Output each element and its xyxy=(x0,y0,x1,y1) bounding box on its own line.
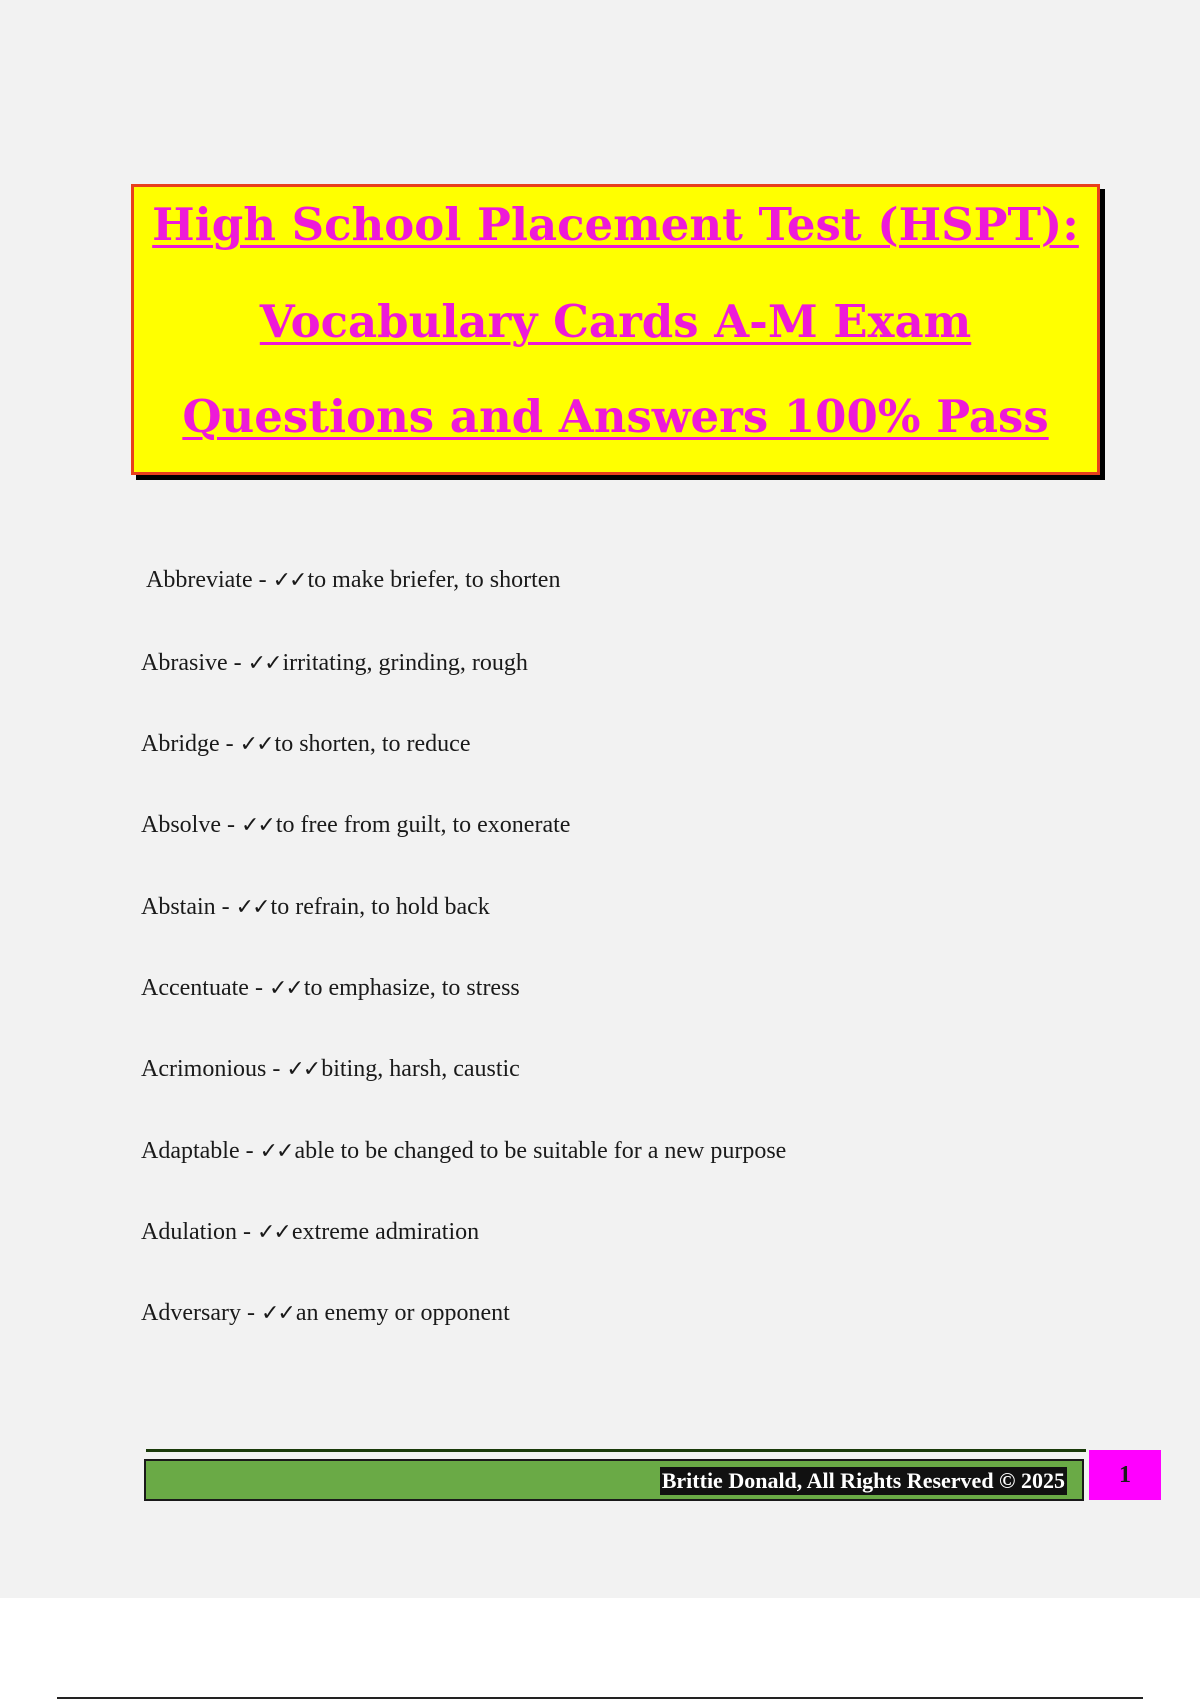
entry-separator: - xyxy=(215,894,236,920)
entry-term: Absolve xyxy=(141,812,221,838)
entry-separator: - xyxy=(248,975,269,1001)
vocabulary-entry xyxy=(141,1049,520,1089)
entry-separator: - xyxy=(239,1138,260,1164)
entry-term: Adversary xyxy=(141,1300,241,1326)
check-marks-icon: ✓✓ xyxy=(239,732,273,757)
check-marks-icon: ✓✓ xyxy=(268,976,302,1001)
entry-term: Abstain xyxy=(141,894,216,920)
entry-definition: extreme admiration xyxy=(291,1219,480,1245)
check-marks-icon: ✓✓ xyxy=(247,651,281,676)
entry-separator: - xyxy=(219,731,240,757)
title-line-1: High School Placement Test (HSPT): xyxy=(152,198,1079,251)
entry-definition: to emphasize, to stress xyxy=(303,975,520,1001)
entry-separator: - xyxy=(237,1219,257,1245)
title-line-2: Vocabulary Cards A-M Exam xyxy=(259,295,972,348)
entry-definition: to make briefer, to shorten xyxy=(307,567,561,593)
entry-separator: - xyxy=(252,567,273,593)
vocabulary-entry xyxy=(141,805,570,845)
entry-term: Abbreviate xyxy=(146,567,253,593)
vocabulary-entry xyxy=(141,1212,479,1252)
vocabulary-entry xyxy=(141,968,520,1008)
entry-definition: able to be changed to be suitable for a new purpose xyxy=(294,1138,787,1164)
vocabulary-entry xyxy=(141,643,528,683)
bottom-divider xyxy=(57,1697,1143,1699)
vocabulary-entry xyxy=(141,1131,786,1171)
check-marks-icon: ✓✓ xyxy=(260,1301,294,1326)
check-marks-icon: ✓✓ xyxy=(241,813,274,838)
entry-definition: to refrain, to hold back xyxy=(270,894,490,920)
entry-definition: to shorten, to reduce xyxy=(274,731,471,757)
entry-term: Accentuate xyxy=(141,975,249,1001)
check-marks-icon: ✓✓ xyxy=(257,1220,290,1245)
vocabulary-entry xyxy=(141,1293,510,1333)
vocabulary-entry xyxy=(146,560,560,600)
title-banner xyxy=(131,184,1100,475)
vocabulary-entry xyxy=(141,887,490,927)
entry-term: Acrimonious xyxy=(141,1056,267,1082)
entry-term: Abrasive xyxy=(141,650,228,676)
title-line-3: Questions and Answers 100% Pass xyxy=(182,390,1049,443)
entry-definition: irritating, grinding, rough xyxy=(282,650,528,676)
check-marks-icon: ✓✓ xyxy=(286,1057,320,1082)
entry-definition: to free from guilt, to exonerate xyxy=(275,812,571,838)
entry-term: Abridge xyxy=(141,731,220,757)
check-marks-icon: ✓✓ xyxy=(259,1139,293,1164)
check-marks-icon: ✓✓ xyxy=(235,895,269,920)
entry-separator: - xyxy=(221,812,241,838)
entry-separator: - xyxy=(266,1056,287,1082)
page-number: 1 xyxy=(1089,1450,1161,1500)
entry-separator: - xyxy=(227,650,248,676)
entry-definition: biting, harsh, caustic xyxy=(321,1056,520,1082)
entry-term: Adulation xyxy=(141,1219,237,1245)
entry-separator: - xyxy=(240,1300,261,1326)
vocabulary-entry xyxy=(141,724,470,764)
check-marks-icon: ✓✓ xyxy=(272,568,306,593)
entry-definition: an enemy or opponent xyxy=(295,1300,510,1326)
footer-bar xyxy=(144,1459,1084,1501)
entry-term: Adaptable xyxy=(141,1138,240,1164)
copyright-notice: Brittie Donald, All Rights Reserved © 2025 xyxy=(661,1468,1065,1493)
footer-divider xyxy=(146,1449,1086,1452)
